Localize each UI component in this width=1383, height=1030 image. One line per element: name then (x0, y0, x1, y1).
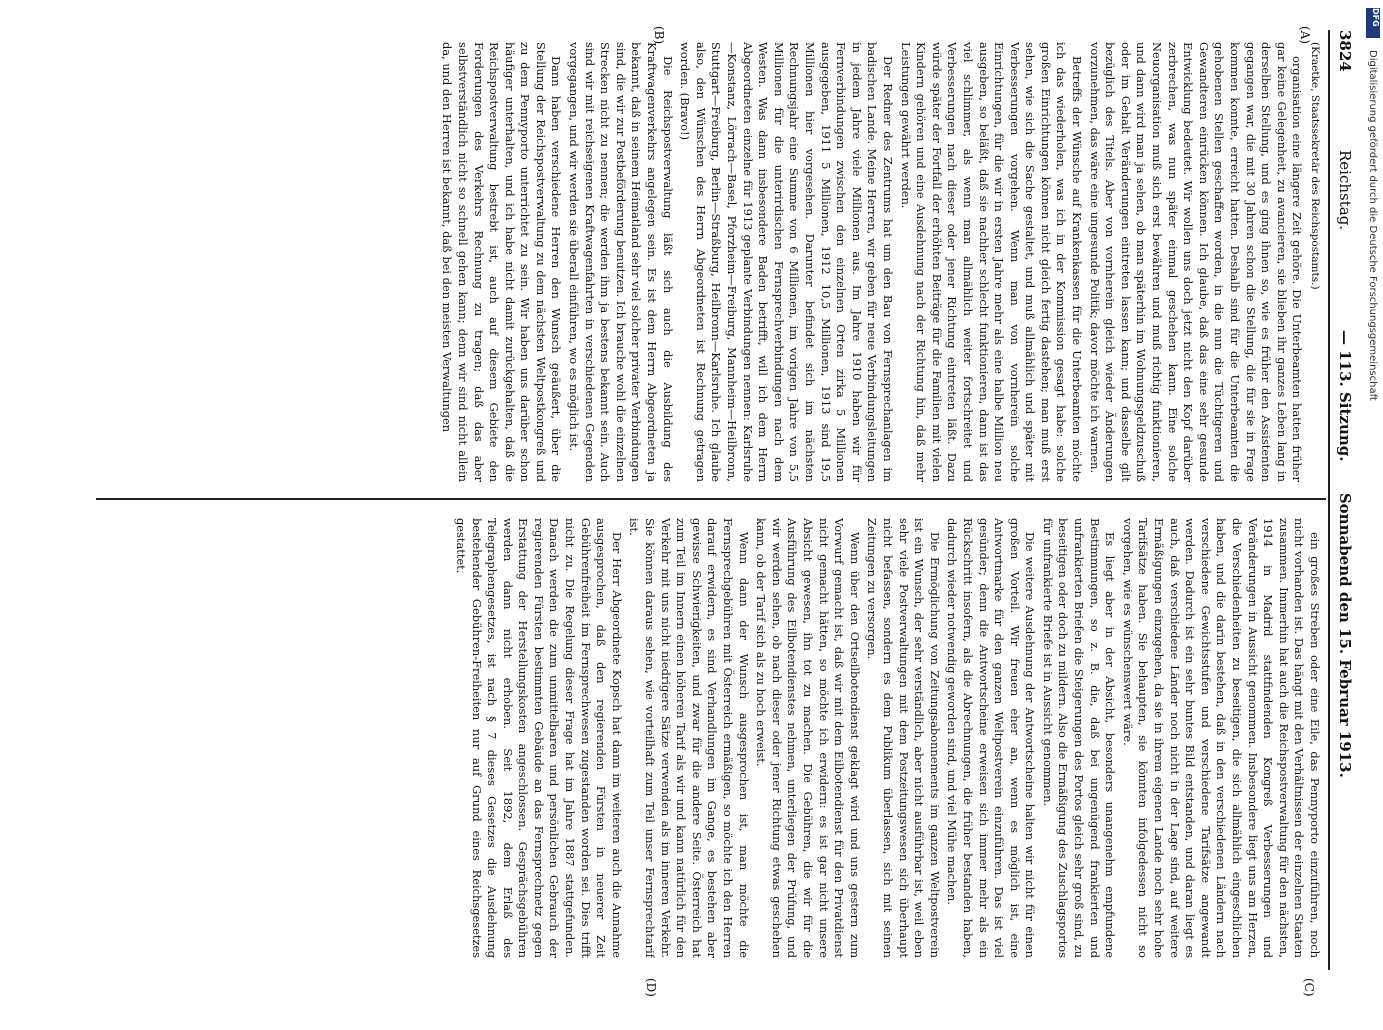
funding-note-text: Digitalisierung gefördert durch die Deutsche Forschungsgemeinschaft (1367, 50, 1378, 401)
scanned-page (26, 26, 1356, 997)
paragraph: Der Redner des Zentrums hat um den Bau von Fernsprechanlagen im badischen Lande. Meine Herren, wir geben für neue Verbindungsleitungen in jedem Jahre viele Millionen aus. Im Jahre 1910 haben wir für Fernverbindungen zwischen den einzelnen Orten zirka 5 Millionen ausgegeben, 1911 5 Millionen, 1912 10,5 Millionen, 1913 sind 19,5 Millionen hier vorgesehen. Darunter befindet sich im nächsten Rechnungsjahr eine Summe von 6 Millionen, im vorigen Jahre von 5,5 Millionen für die unterirdischen Fernsprechverbindungen nach dem Westen. Was dann insbesondere Baden betrifft, will ich dem Herrn Abgeordneten einzelne für 1913 geplante Verbindungen nennen: Karlsruhe—Konstanz, Lörrach—Basel, Pforzheim—Freiburg, Mannheim—Heilbronn, Stuttgart—Freiburg, Berlin—Straßburg, Heilbronn—Karlsruhe. Ich glaube also, den Wünschen des Herrn Abgeordneten ist Rechnung getragen worden. (Bravo!) (678, 42, 895, 482)
header-session: — 113. Sitzung. (1336, 330, 1354, 462)
paragraph: Wenn dann der Wunsch ausgesprochen ist, man möchte die Fernsprechgebühren mit Österreich ermäßigen, so möchte ich den Herren darauf erwidern, es sind Verhandlungen im Gange, es bestehen aber gewisse Schwierigkeiten, und zwar für die andere Seite. Österreich hat zum Teil im Innern einen höheren Tarif als wir und kann natürlich für den Verkehr mit uns nicht niedrigere Sätze verwenden als im inneren Verkehr. Sie können daraus sehen, wie vorteilhaft zum Teil unser Fernsprechtarif ist. (627, 518, 751, 958)
paragraph: Die weitere Ausdehnung der Antwortscheine halten wir nicht für einen großen Vorteil. Wir freuen eher an, wenn es möglich ist, eine Antwortmarke für den ganzen Weltpostverein einzuführen. Das ist viel gesünder; denn die Antwortscheine erweisen sich immer mehr als ein Rückschritt insofern, als die Abrechnungen, die früher bestanden haben, dadurch wieder notwendig geworden sind, und viel Mühe machen. (945, 518, 1038, 958)
paragraph: organisation eine längere Zeit gehöre. Die Unterbeamten hatten früher gar keine Gelegenheit, zu avancieren, sie blieben ihr ganzes Leben lang in derselben Stellung, und es ging ihnen so, wie es früher den Assistenten gegangen war, die mit 30 Jahren schon die Stellung, die für sie in Frage kommen konnte, erreicht hatten. Deshalb sind für die Unterbeamten die gehobenen Stellen geschaffen worden, in die nun die Tüchtigeren und Gewandteren einrücken können. Ich glaube, daß das eine sehr gesunde Entwicklung bedeutet. Wir wollen uns doch jetzt nicht den Kopf darüber zerbrechen, was nun später einmal geschehen kann. Eine solche Neuorganisation muß sich erst bewähren und muß richtig funktionieren, und dann wird man ja sehen, ob man späterhin im Wohnungsgeldzuschuß oder im Gehalt Veränderungen eintreten lassen kann; und dasselbe gilt bezüglich des Titels. Aber von vornherein gleich wieder Änderungen vorzunehmen, das wäre eine ungesunde Politik; davor möchte ich warnen. (1087, 42, 1305, 482)
paragraph: Betreffs der Wünsche auf Krankenkassen für die Unterbeamten möchte ich das wiederholen, was ich in der Kommission gesagt habe: solche großen Einrichtungen können nicht gleich fertig dastehen; man muß erst sehen, wie sich die Sache gestaltet, und muß allmählich und später mit Verbesserungen vorgehen. Wenn man von vornherein solche Einrichtungen, für die wir in ersten Jahre mehr als eine halbe Million neu ausgeben, so beläßt, daß sie nachher schlecht funktionieren, dann ist das viel schlimmer, als wenn man allmählich weiter fortschreitet und Verbesserungen nach dieser oder jener Richtung eintreten läßt. Dazu würde später der Fortfall der erhöhten Beiträge für die Familien mit vielen Kindern gehören und eine Ausdehnung nach der Richtung hin, daß mehr Leistungen gewährt werden. (898, 42, 1085, 482)
paragraph: ein großes Streben oder eine Eile, das Pennyporto einzuführen, noch nicht vorhanden ist. Das hängt mit den Verhältnissen der einzelnen Staaten zusammen. Immerhin hat auch die Reichspostverwaltung für den nächsten, 1914 in Madrid stattfindenden Kongreß Verbesserungen und Veränderungen in Aussicht genommen. Insbesondere liegt uns am Herzen, die Verschiedenheiten zu beseitigen, die sich allmählich eingeschlichen haben, und die darin bestehen, daß in den verschiedenen Ländern nach verschiedene Gewichtsstufen und verschiedene Tarifsätze angewandt werden. Dadurch ist ein sehr buntes Bild entstanden, und daran liegt es auch, daß verschiedene Länder noch nicht in der Lage sind, auf weitere Ermäßigungen einzugehen, da sie in ihrem eigenen Lande noch sehr hohe Tarifsätze haben. Sie behaupten, sie könnten infolgedessen nicht so vorgehen, wie es wünschenswert wäre. (1120, 518, 1322, 958)
header-session-date (1336, 330, 1352, 778)
column-divider (96, 498, 1326, 500)
margin-mark-c: (C) (1302, 978, 1316, 997)
paragraph: Der Herr Abgeordnete Kopsch hat dann im weiteren auch die Annahme ausgesprochen, daß den regierenden Fürsten in neuerer Zeit Gebührenfreiheit im Fernsprechwesen zugestanden worden sei. Dies trifft nicht zu. Die Regelung dieser Frage hat im Jahre 1887 stattgefunden. Danach werden die zum unmittelbaren und persönlichen Gebrauch der regierenden Fürsten bestimmten Gebäude an das Fernsprechnetz gegen Erstattung der Herstellungskosten angeschlossen. Gesprächsgebühren werden dann nicht erhoben. Seit 1892, dem Erlaß des Telegraphengesetzes, ist nach § 7 dieses Gesetzes die Ausdehnung bestehender Gebühren-Freiheiten nur auf Grund eines Reichsgesetzes gestattet. (453, 518, 624, 958)
paragraph: Die Ermöglichung von Zeitungsabonnements im ganzen Weltpostverein ist ein Wunsch, der sehr verständlich, aber nicht ausführbar ist, weil eben sehr viele Postverwaltungen mit dem Postzeitungswesen sich überhaupt nicht befassen, sondern es dem Publikum überlassen, sich mit seinen Zeitungen zu versorgen. (865, 518, 942, 958)
rotated-page-content (26, 26, 1356, 997)
paragraph: Wenn über den Ortseilbotendienst geklagt wird und uns gestern zum Vorwurf gemacht ist, daß wir mit dem Eilbotendienst für den Privatdienst nicht gemacht hätten, so möchte ich erwidern: es ist gar nicht unsere Absicht gewesen, ihn tot zu machen. Die Gebühren, die wir für die Ausführung des Eilbotendienstes nehmen, unterliegen der Prüfung, und wir werden sehen, ob nach dieser oder jener Richtung etwas geschehen kann, ob der Tarif sich als zu hoch erweist. (754, 518, 862, 958)
header-publication: Reichstag. (1336, 150, 1354, 231)
right-column (102, 518, 1322, 958)
dfg-logo-text: DFG (1371, 8, 1380, 27)
left-column (102, 42, 1322, 482)
header-date: Sonnabend den 15. Februar 1913. (1336, 492, 1354, 778)
speaker-line: (Kraetke, Staatssekretär des Reichspostamts.) (1309, 42, 1321, 290)
paragraph: Die Reichspostverwaltung läßt sich auch die Ausbildung des Kraftwagenverkehrs angelegen sein. Es ist dem Herrn Abgeordneten ja bekannt, daß in seinem Heimatland sehr viel solcher privater Verbindungen sind, die wir zur Postbeförderung benutzen. Ich brauche wohl die einzelnen Strecken nicht zu nennen; die werden ihm ja bestens bekannt sein. Auch sind wir mit reichseigenen Kraftwagenfahrten in verschiedenen Gegenden vorgegangen, und wir werden sie überall einführen, wo es möglich ist. (567, 42, 675, 482)
page-header (1332, 30, 1356, 970)
margin-mark-d: (D) (644, 978, 658, 997)
funding-note (1364, 10, 1380, 990)
page-number: 3824 (1336, 30, 1354, 72)
paragraph: Es liegt aber in der Absicht, besonders unangenehm empfundene Bestimmungen, so z. B. die, daß bei ungenügend frankierten und unfrankierten Briefen die Steigerungen des Portos gleich sehr groß sind, zu beseitigen oder doch zu mildern. Also die Ermäßigung des Zuschlagsportos für unfrankierte Briefe ist in Aussicht genommen. (1040, 518, 1118, 958)
paragraph: Dann haben verschiedene Herren den Wunsch geäußert, über die Stellung der Reichspostverwaltung zu dem nächsten Weltpostkongreß und zu dem Pennyporto unterrichtet zu sein. Wir haben uns darüber schon häufiger unterhalten, und ich habe nicht damit zurückgehalten, daß die Reichspostverwaltung bestrebt ist, auch auf diesem Gebiete den Forderungen des Verkehrs Rechnung zu tragen; daß das aber selbstverständlich nicht so schnell gehen kann; denn wir sind nicht allein da, und den Herren ist bekannt, daß bei den meisten Verwaltungen (440, 42, 564, 482)
header-rule (1328, 30, 1330, 970)
margin-mark-b: (B) (652, 26, 666, 45)
margin-mark-a: (A) (1298, 26, 1312, 45)
